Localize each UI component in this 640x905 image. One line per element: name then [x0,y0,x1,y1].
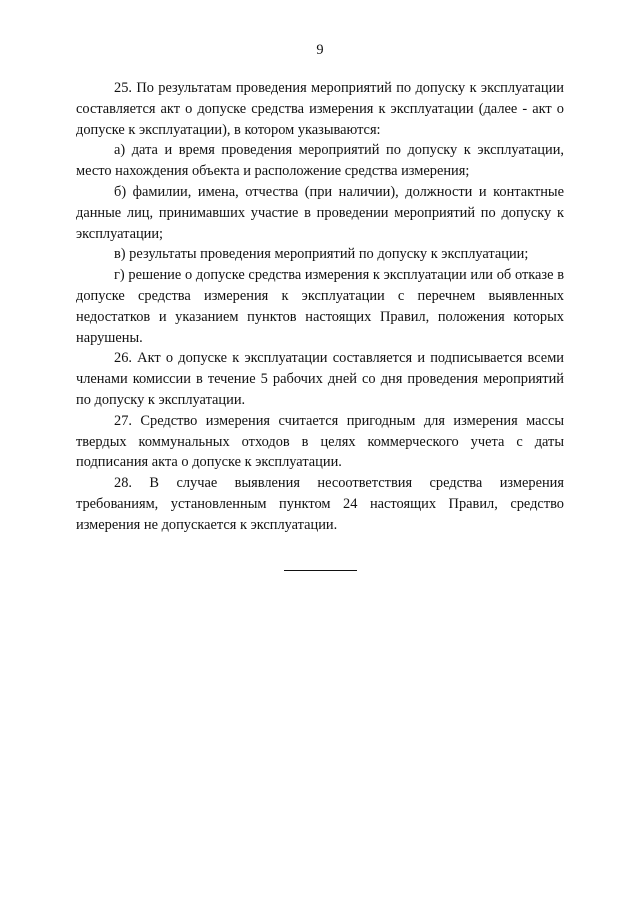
document-body [76,78,564,536]
paragraph-25-item-a: а) дата и время проведения мероприятий по допуску к эксплуатации, место нахождения объекта и расположение средства измерения; [76,142,564,180]
paragraph-27: 27. Средство измерения считается пригодным для измерения массы твердых коммунальных отходов в целях коммерческого учета с даты подписания акта о допуске к эксплуатации. [76,412,564,471]
paragraph-28: 28. В случае выявления несоответствия средства измерения требованиям, установленным пунктом 24 настоящих Правил, средство измерения не допускается к эксплуатации. [76,475,564,533]
end-separator-line [284,570,357,571]
paragraph-25-item-g: г) решение о допуске средства измерения к эксплуатации или об отказе в допуске средства измерения к эксплуатации с перечнем выявленных недостатков и указанием пунктов настоящих Правил, положения которых нарушены. [76,267,564,346]
paragraph-25: 25. По результатам проведения мероприятий по допуску к эксплуатации составляется акт о допуске средства измерения к эксплуатации (далее - акт о допуске к эксплуатации), в котором указываются: [76,80,564,138]
paragraph-26: 26. Акт о допуске к эксплуатации составляется и подписывается всеми членами комиссии в течение 5 рабочих дней со дня проведения мероприятий по допуску к эксплуатации. [76,350,564,408]
paragraph-25-item-b: б) фамилии, имена, отчества (при наличии), должности и контактные данные лиц, принимавших участие в проведении мероприятий по допуску к эксплуатации; [76,183,564,242]
paragraph-25-item-v: в) результаты проведения мероприятий по допуску к эксплуатации; [114,246,529,263]
page-number: 9 [316,42,324,58]
